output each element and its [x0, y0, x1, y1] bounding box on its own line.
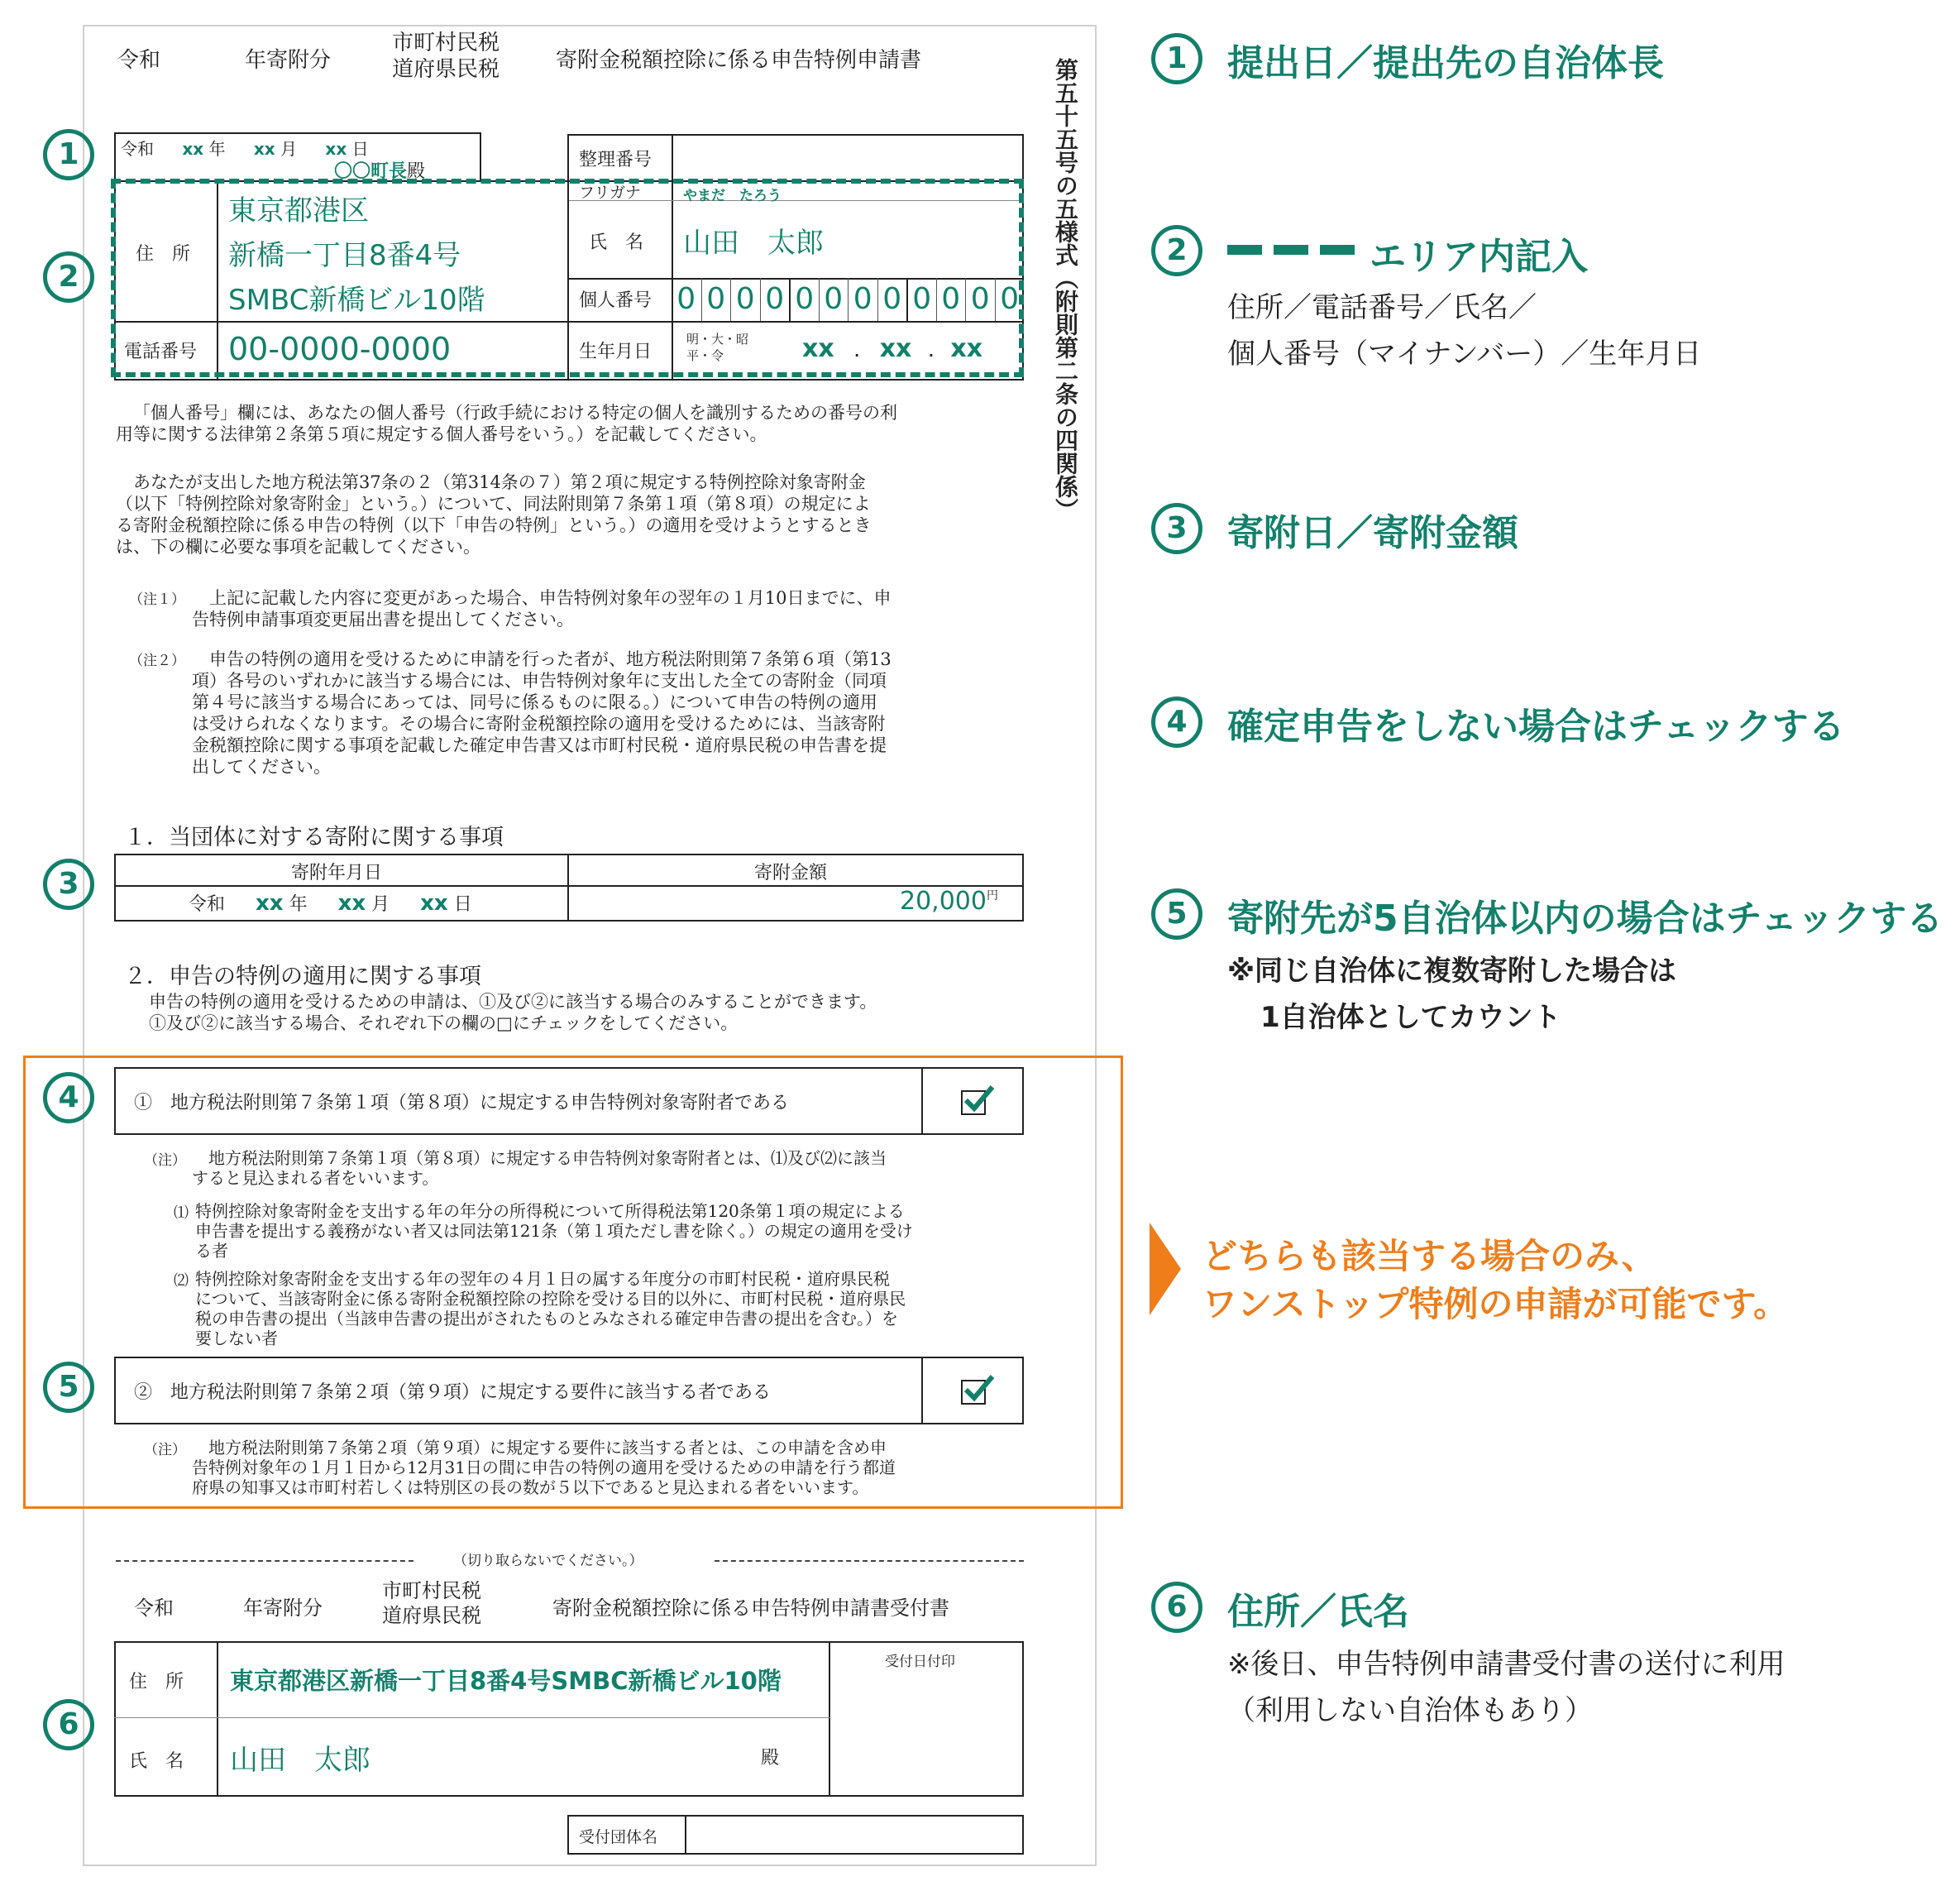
paragraph-line: る者: [195, 1241, 228, 1261]
callout-line: どちらも該当する場合のみ、: [1202, 1236, 1656, 1276]
date-month-unit: 月: [280, 139, 298, 159]
header-era: 令和: [117, 48, 161, 73]
mynumber-digit: 0: [848, 278, 877, 321]
donation-amount: [900, 887, 998, 916]
receipt-stamp-label: 受付日付印: [885, 1654, 955, 1670]
birth-label: 生年月日: [579, 342, 653, 362]
callout-arrow-icon: [1150, 1223, 1181, 1315]
side-form-number: 第五十五号の五様式（附則第二条の四関係）: [1052, 58, 1079, 521]
guide-sub-line: 個人番号（マイナンバー）／生年月日: [1227, 338, 1702, 371]
donation-month-unit: 月: [371, 894, 390, 915]
note1-label: （注１）: [129, 591, 185, 608]
cut-line-right: [715, 1560, 1024, 1562]
paragraph-line: 告特例申請事項変更届出書を提出してください。: [192, 610, 574, 630]
paragraph-line: 第４号に該当する場合にあっては、同号に係るものに限る。）について申告の特例の適用: [192, 692, 877, 712]
donation-amount-value: 20,000: [900, 887, 987, 916]
date-line: [121, 136, 369, 160]
guide-label-1: 提出日／提出先の自治体長: [1227, 42, 1664, 84]
callout-line: ワンストップ特例の申請が可能です。: [1202, 1284, 1789, 1324]
note-b-label: （注）: [144, 1442, 186, 1458]
guide-marker-5: 5: [1151, 888, 1202, 940]
donation-yen: 円: [986, 889, 998, 902]
check-icon: [961, 1082, 996, 1117]
mynumber-note: [116, 402, 1009, 445]
col-donation-amount: 寄附金額: [754, 863, 828, 883]
paragraph-line: あなたが支出した地方税法第37条の２（第314条の７）第２項に規定する特例控除対象寄附金: [133, 472, 866, 492]
paragraph-line: 府県の知事又は市町村若しくは特別区の長の数が５以下であると見込まれる者をいいます。: [192, 1477, 869, 1497]
birth-day: xx: [950, 334, 983, 363]
guide-sub-line: ※同じ自治体に複数寄附した場合は: [1227, 955, 1677, 988]
guide-label-4: 確定申告をしない場合はチェックする: [1227, 706, 1845, 748]
legend-dash-3: [1320, 245, 1355, 255]
name-label: 氏 名: [589, 232, 644, 253]
guide-sub-5: [1227, 948, 1676, 1041]
guide-marker-4: 4: [1151, 697, 1202, 748]
section2-heading: ２．申告の特例の適用に関する事項: [124, 964, 481, 989]
marker-5: 5: [43, 1362, 94, 1413]
furigana-label: フリガナ: [579, 184, 642, 202]
receipt-address-value: 東京都港区新橋一丁目8番4号SMBC新橋ビル10階: [230, 1667, 782, 1695]
paragraph-line: 項）各号のいずれかに該当する場合には、申告特例対象年に支出した全ての寄附金（同項: [192, 671, 887, 691]
seiri-label: 整理番号: [579, 150, 653, 170]
section1-heading: １．当団体に対する寄附に関する事項: [124, 825, 504, 850]
birth-dot-2: .: [928, 344, 934, 360]
note1-text: [192, 587, 1011, 630]
birth-era-line2: 平・令: [686, 348, 724, 363]
address-line: SMBC新橋ビル10階: [228, 284, 485, 317]
donation-era: 令和: [189, 894, 226, 915]
paragraph-line: 地方税法附則第７条第１項（第８項）に規定する申告特例対象寄附者とは、⑴及び⑵に該当: [208, 1148, 887, 1168]
guide-label-2: エリア内記入: [1370, 236, 1588, 278]
guide-marker-3: 3: [1151, 503, 1202, 554]
address-line: 東京都港区: [228, 194, 369, 227]
paragraph-line: 特例控除対象寄附金を支出する年の翌年の４月１日の属する年度分の市町村民税・道府県民税: [195, 1269, 890, 1289]
sub1-label: ⑴: [174, 1204, 189, 1222]
paragraph-line: 申告書を提出する義務がない者又は同法第121条（第１項ただし書を除く。）の規定の適用を受け: [195, 1221, 913, 1241]
legend-dash-1: [1227, 245, 1262, 255]
paragraph-line: ①及び②に該当する場合、それぞれ下の欄の□にチェックをしてください。: [149, 1013, 739, 1033]
item1-checkbox[interactable]: [961, 1090, 986, 1115]
donation-year: xx: [256, 891, 284, 916]
receipt-tax2: 道府県民税: [382, 1604, 481, 1627]
receipt-year-part: 年寄附分: [243, 1597, 323, 1620]
guide-marker-1: 1: [1151, 33, 1202, 84]
marker-6: 6: [43, 1699, 94, 1750]
paragraph-line: 申告の特例の適用を受けるための申請は、①及び②に該当する場合のみすることができます。: [149, 992, 877, 1012]
phone-value: 00-0000-0000: [228, 331, 452, 367]
mynumber-digit: 0: [701, 278, 731, 321]
note-a-label: （注）: [144, 1152, 186, 1169]
paragraph-line: 告特例対象年の１月１日から12月31日の間に申告の特例の適用を受けるための申請を行う都道: [192, 1458, 896, 1477]
mynumber-digit: 0: [760, 278, 790, 321]
paragraph-line: 上記に記載した内容に変更があった場合、申告特例対象年の翌年の１月10日までに、申: [209, 588, 892, 608]
mayor-dono: 殿: [407, 161, 426, 182]
receipt-tax1: 市町村民税: [382, 1579, 481, 1602]
birth-era-line1: 明・大・昭: [686, 332, 749, 347]
guide-sub-line: （利用しない自治体もあり）: [1227, 1694, 1593, 1727]
date-year: xx: [182, 139, 204, 159]
name-value: 山田 太郎: [683, 227, 824, 260]
address-line: 新橋一丁目8番4号: [228, 239, 461, 272]
date-day: xx: [325, 139, 347, 159]
date-month: xx: [253, 139, 275, 159]
mynumber-digit: 0: [906, 278, 936, 321]
sub2-text: [195, 1269, 1022, 1348]
guide-marker-2: 2: [1151, 225, 1202, 276]
phone-label: 電話番号: [124, 342, 198, 362]
guide-sub-6: [1227, 1641, 1786, 1734]
receipt-era: 令和: [134, 1597, 174, 1620]
guide-label-5: 寄附先が5自治体以内の場合はチェックする: [1227, 898, 1943, 940]
receipt-dono: 殿: [761, 1748, 780, 1769]
note2-label: （注２）: [129, 653, 185, 669]
birth-dot-1: .: [854, 344, 860, 360]
birth-year: xx: [802, 334, 834, 363]
date-day-unit: 日: [351, 139, 369, 159]
section2-intro: [149, 991, 1025, 1034]
marker-1: 1: [43, 129, 94, 180]
date-era: 令和: [121, 139, 154, 159]
note-a-text: [192, 1148, 1019, 1188]
mynumber-digit: 0: [789, 278, 819, 321]
paragraph-line: 出してください。: [192, 757, 331, 777]
cut-line-note: （切り取らないでください。）: [453, 1553, 643, 1569]
mynumber-digit: 0: [819, 278, 849, 321]
paragraph-line: 特例控除対象寄附金を支出する年の年分の所得税について所得税法第120条第１項の規定による: [195, 1201, 905, 1221]
paragraph-line: すると見込まれる者をいいます。: [192, 1168, 439, 1188]
legend-dash-2: [1274, 245, 1308, 255]
sub2-label: ⑵: [174, 1272, 189, 1290]
receipt-address-label: 住 所: [129, 1672, 184, 1692]
donation-day-unit: 日: [453, 894, 472, 915]
paragraph-line: 税の申告書の提出（当該申告書の提出がされたものとみなされる確定申告書の提出を含む。）を: [195, 1309, 898, 1328]
birth-month: xx: [879, 334, 912, 363]
guide-sub-line: 1自治体としてカウント: [1260, 1001, 1561, 1034]
guide-sub-line: 住所／電話番号／氏名／: [1227, 291, 1537, 324]
item2-checkbox[interactable]: [961, 1380, 986, 1405]
donation-date: [189, 890, 472, 916]
header-tax-types: [392, 30, 500, 83]
mynumber-label: 個人番号: [579, 290, 653, 311]
furigana-value: やまだ たろう: [683, 188, 782, 204]
receipt-name-value: 山田 太郎: [230, 1744, 370, 1777]
guide-label-3: 寄附日／寄附金額: [1227, 512, 1518, 554]
guide-marker-6: 6: [1151, 1582, 1202, 1633]
mynumber-digit: 0: [965, 278, 995, 321]
guide-sub-2: [1227, 285, 1701, 377]
date-box: [114, 132, 481, 182]
marker-2: 2: [43, 251, 94, 303]
header-tax2: 道府県民税: [392, 57, 500, 82]
paragraph-line: 地方税法附則第７条第２項（第９項）に規定する要件に該当する者とは、この申請を含め申: [208, 1438, 887, 1458]
receipt-title: 寄附金税額控除に係る申告特例申請書受付書: [552, 1597, 949, 1620]
mayor-name: 〇〇町長: [334, 161, 408, 182]
marker-3: 3: [43, 859, 94, 910]
mynumber-digit: 0: [676, 282, 696, 316]
receipt-name-label: 氏 名: [129, 1751, 184, 1772]
header-year-part: 年寄附分: [245, 48, 332, 73]
receipt-tax-types: [382, 1578, 481, 1628]
item1-text: ① 地方税法附則第７条第１項（第８項）に規定する申告特例対象寄附者である: [134, 1093, 790, 1113]
date-year-unit: 年: [208, 139, 226, 159]
item2-text: ② 地方税法附則第７条第２項（第９項）に規定する要件に該当する者である: [134, 1382, 772, 1403]
note2-text: [192, 649, 1011, 778]
paragraph-line: る寄附金税額控除に係る申告の特例（以下「申告の特例」という。）の適用を受けようとするとき: [116, 515, 872, 535]
guide-label-6: 住所／氏名: [1227, 1591, 1409, 1633]
marker-4: 4: [43, 1072, 94, 1123]
paragraph-line: 「個人番号」欄には、あなたの個人番号（行政手続における特定の個人を識別するための番号の利: [133, 403, 897, 423]
form-title: 寄附金税額控除に係る申告特例申請書: [556, 48, 922, 73]
paragraph-line: は、下の欄に必要な事項を記載してください。: [116, 537, 480, 557]
header-tax1: 市町村民税: [392, 31, 500, 55]
note-b-text: [192, 1438, 1019, 1497]
address-label: 住 所: [136, 244, 191, 265]
donation-day: xx: [420, 891, 448, 916]
cut-line-left: [116, 1560, 414, 1562]
main-paragraph: [116, 472, 1009, 558]
mynumber-digit: 0: [936, 278, 966, 321]
donation-month: xx: [337, 891, 366, 916]
paragraph-line: 用等に関する法律第２条第５項に規定する個人番号をいう。）を記載してください。: [116, 424, 767, 444]
paragraph-line: は受けられなくなります。その場合に寄附金税額控除の適用を受けるためには、当該寄附: [192, 714, 886, 734]
guide-sub-line: ※後日、申告特例申請書受付書の送付に利用: [1227, 1648, 1786, 1681]
fill-area-dashed: [111, 179, 1024, 377]
mynumber-digit: 0: [995, 278, 1025, 321]
col-donation-date: 寄附年月日: [291, 863, 383, 883]
mynumber-digit: 0: [730, 278, 760, 321]
mynumber-digit: 0: [877, 278, 907, 321]
paragraph-line: （以下「特例控除対象寄附金」という。）について、同法附則第７条第１項（第８項）の規定によ: [116, 494, 871, 514]
receipt-org-label: 受付団体名: [579, 1828, 658, 1846]
paragraph-line: 金税額控除に関する事項を記載した確定申告書又は市町村民税・道府県民税の申告書を提: [192, 735, 887, 755]
paragraph-line: 申告の特例の適用を受けるために申請を行った者が、地方税法附則第７条第６項（第13: [209, 649, 892, 669]
donation-year-unit: 年: [289, 894, 308, 915]
paragraph-line: について、当該寄附金に係る寄附金税額控除の控除を受ける目的以外に、市町村民税・道府県民: [195, 1289, 906, 1309]
sub1-text: [195, 1201, 1022, 1261]
paragraph-line: 要しない者: [195, 1328, 278, 1348]
check-icon: [961, 1372, 996, 1406]
guide-callout: [1202, 1233, 1788, 1328]
